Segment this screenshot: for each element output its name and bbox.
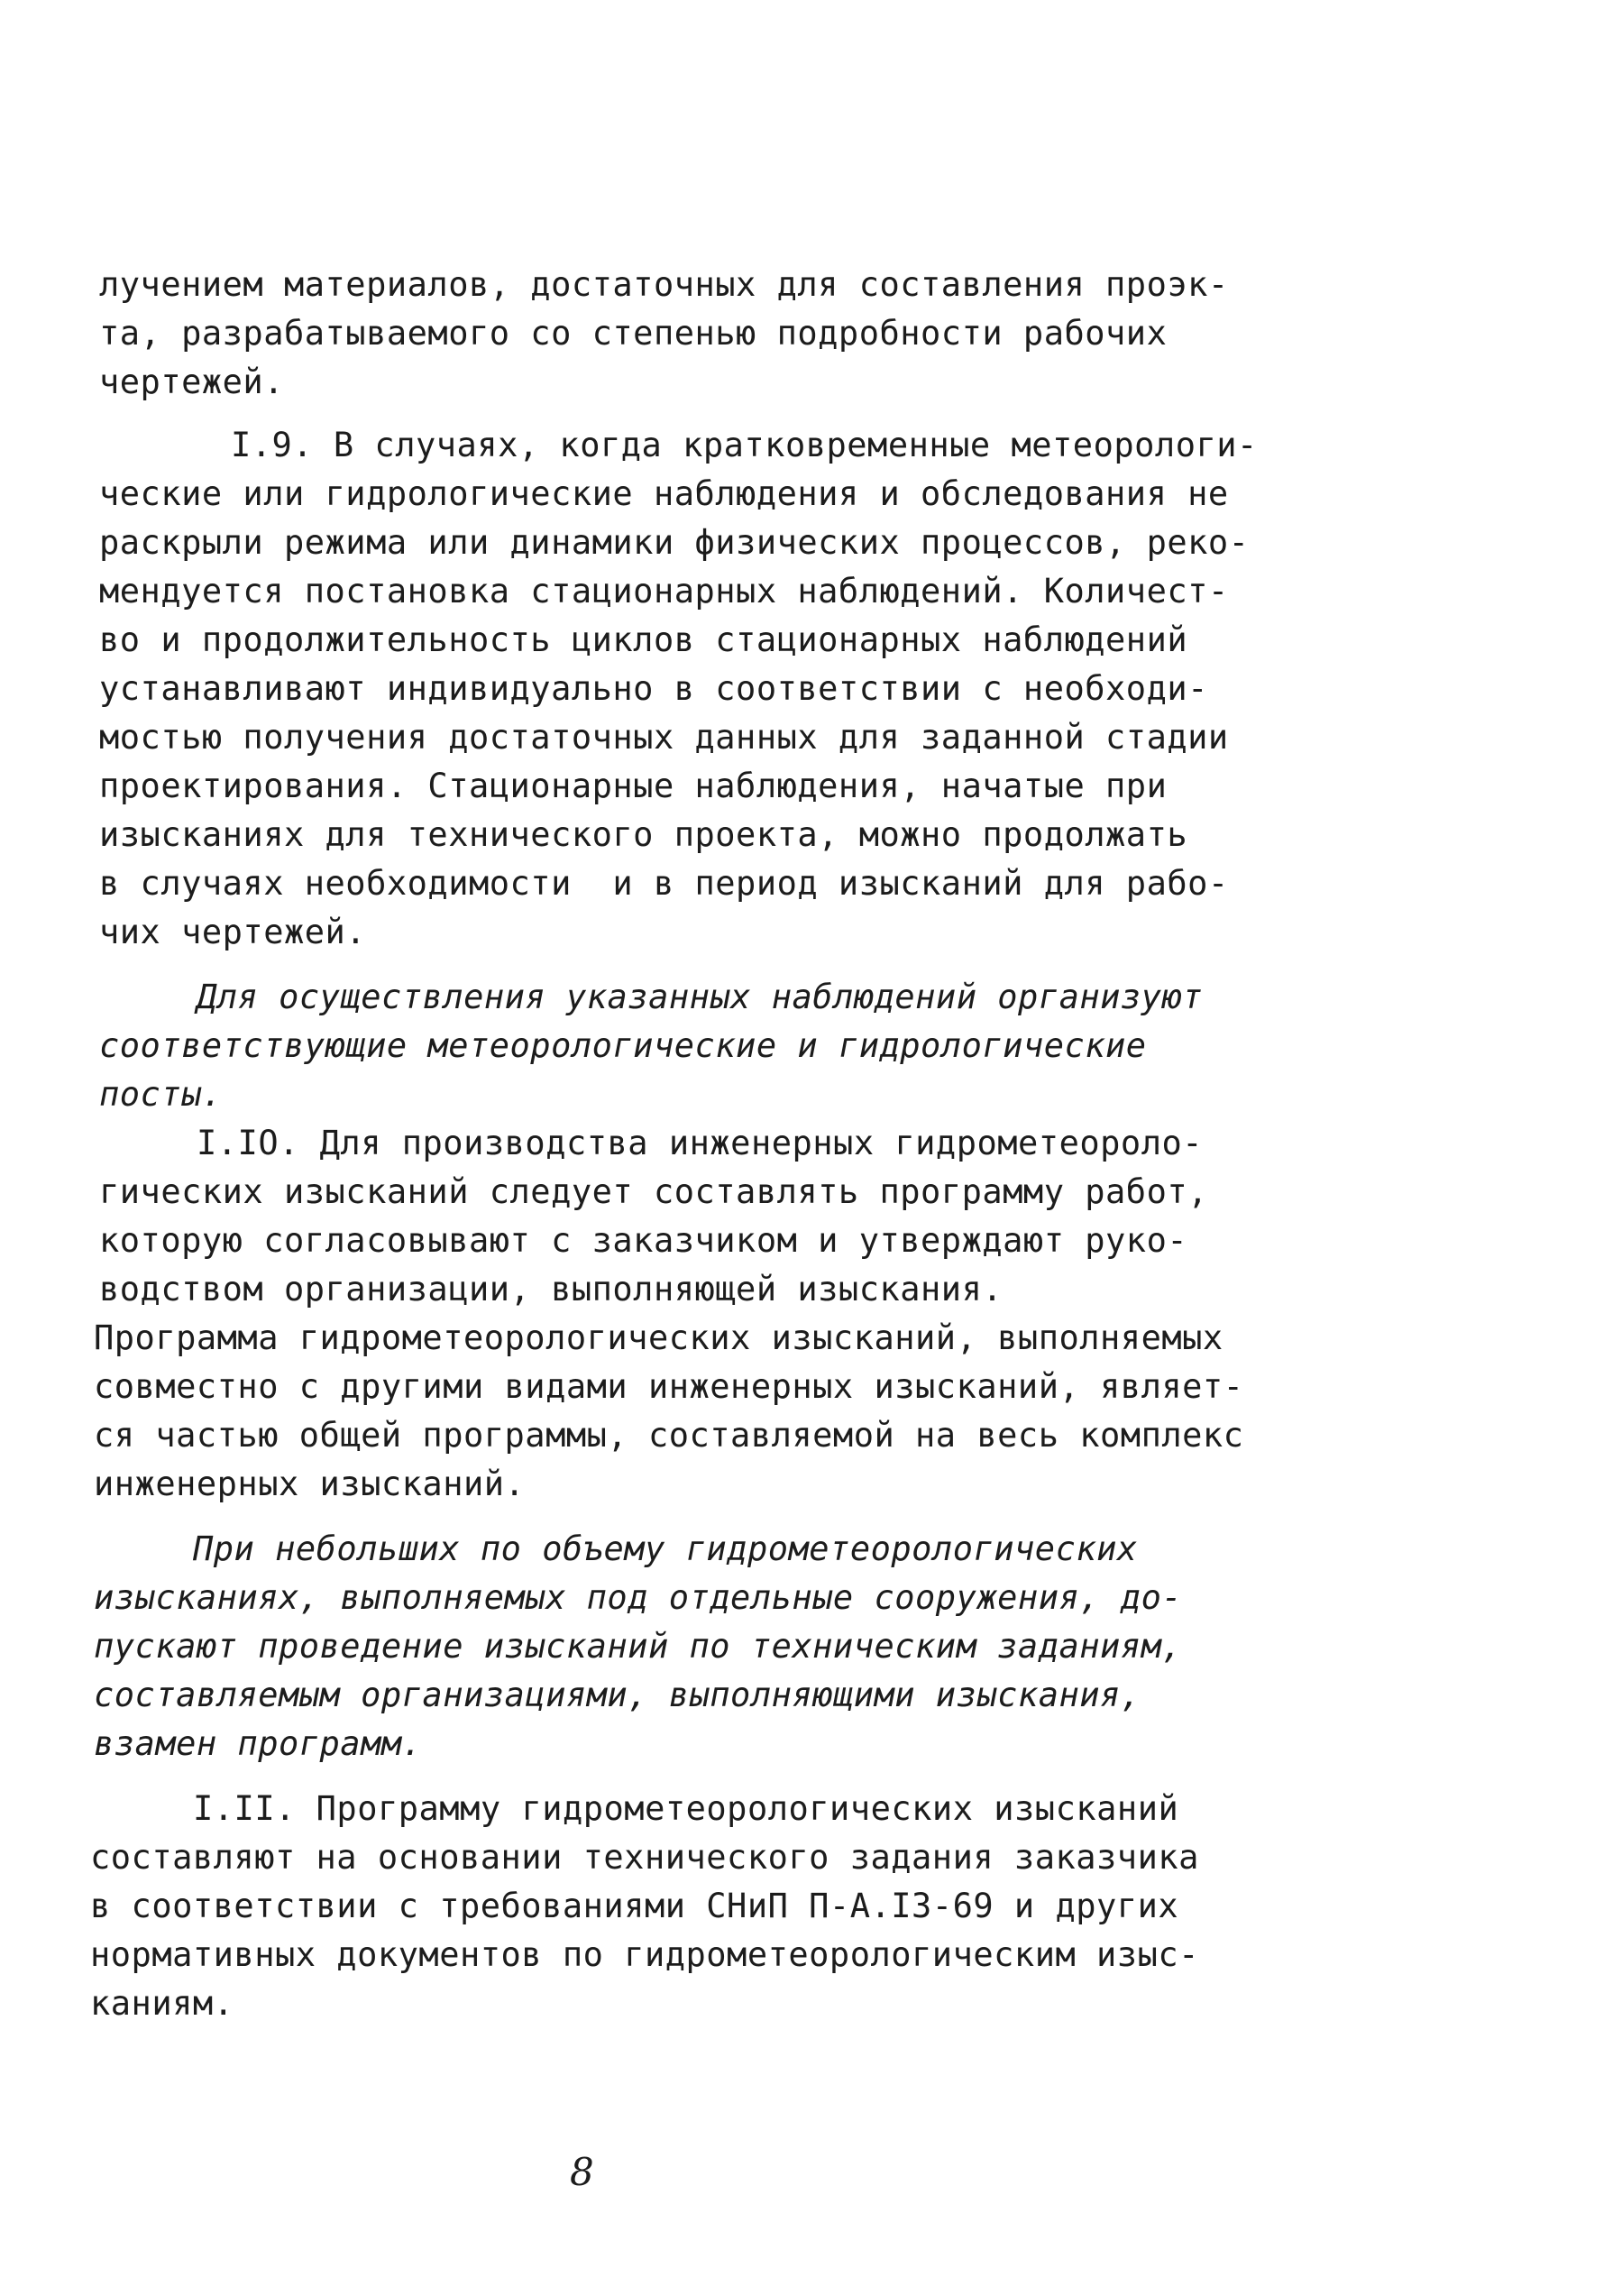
- text-line: изысканиях для технического проекта, можно продолжать: [99, 815, 1188, 854]
- text-line: составляют на основании технического задания заказчика: [90, 1838, 1199, 1877]
- text-line: чертежей.: [99, 363, 284, 401]
- text-line: мендуется постановка стационарных наблюдений. Количест-: [99, 572, 1229, 611]
- text-line: та, разрабатываемого со степенью подробности рабочих: [99, 314, 1168, 353]
- text-line: гических изысканий следует составлять программу работ,: [99, 1172, 1208, 1211]
- text-line: ческие или гидрологические наблюдения и обследования не: [99, 474, 1229, 513]
- note-line: взамен программ.: [94, 1724, 423, 1763]
- paragraph-first-line: I.IO. Для производства инженерных гидрометеороло-: [197, 1124, 1204, 1162]
- text-line: в соответствии с требованиями СНиП П-А.I3-69 и других: [90, 1887, 1179, 1925]
- text-line: совместно с другими видами инженерных изысканий, являет-: [94, 1367, 1244, 1406]
- text-line: каниям.: [90, 1984, 234, 2023]
- text-line: в случаях необходимости и в период изысканий для рабо-: [99, 864, 1229, 903]
- note-line: изысканиях, выполняемых под отдельные сооружения, до-: [94, 1578, 1183, 1617]
- text-line: устанавливают индивидуально в соответствии с необходи-: [99, 669, 1208, 708]
- text-line: Программа гидрометеорологических изысканий, выполняемых: [94, 1318, 1223, 1357]
- paragraph-first-line: I.II. Программу гидрометеорологических изысканий: [193, 1789, 1179, 1828]
- text-line: нормативных документов по гидрометеорологическим изыс-: [90, 1935, 1199, 1974]
- text-line: чих чертежей.: [99, 913, 367, 951]
- text-line: во и продолжительность циклов стационарных наблюдений: [99, 620, 1188, 659]
- text-line: инженерных изысканий.: [94, 1465, 526, 1503]
- text-line: ся частью общей программы, составляемой на весь комплекс: [94, 1416, 1244, 1455]
- page-number: 8: [570, 2150, 594, 2194]
- note-first-line: При небольших по объему гидрометеорологических: [193, 1529, 1138, 1568]
- text-line: которую согласовывают с заказчиком и утверждают руко-: [99, 1221, 1188, 1260]
- text-line: раскрыли режима или динамики физических процессов, реко-: [99, 523, 1250, 562]
- note-first-line: Для осуществления указанных наблюдений организуют: [197, 978, 1204, 1016]
- text-line: мостью получения достаточных данных для заданной стадии: [99, 718, 1229, 757]
- note-line: составляемым организациями, выполняющими изыскания,: [94, 1676, 1141, 1714]
- note-line: посты.: [99, 1075, 223, 1114]
- note-line: соответствующие метеорологические и гидрологические: [99, 1026, 1147, 1065]
- text-line: проектирования. Стационарные наблюдения, начатые при: [99, 767, 1168, 805]
- note-line: пускают проведение изысканий по техническим заданиям,: [94, 1627, 1183, 1666]
- paragraph-first-line: I.9. В случаях, когда кратковременные метеорологи-: [231, 426, 1258, 464]
- text-line: водством организации, выполняющей изыскания.: [99, 1270, 1004, 1309]
- text-line: лучением материалов, достаточных для составления проэк-: [99, 265, 1229, 304]
